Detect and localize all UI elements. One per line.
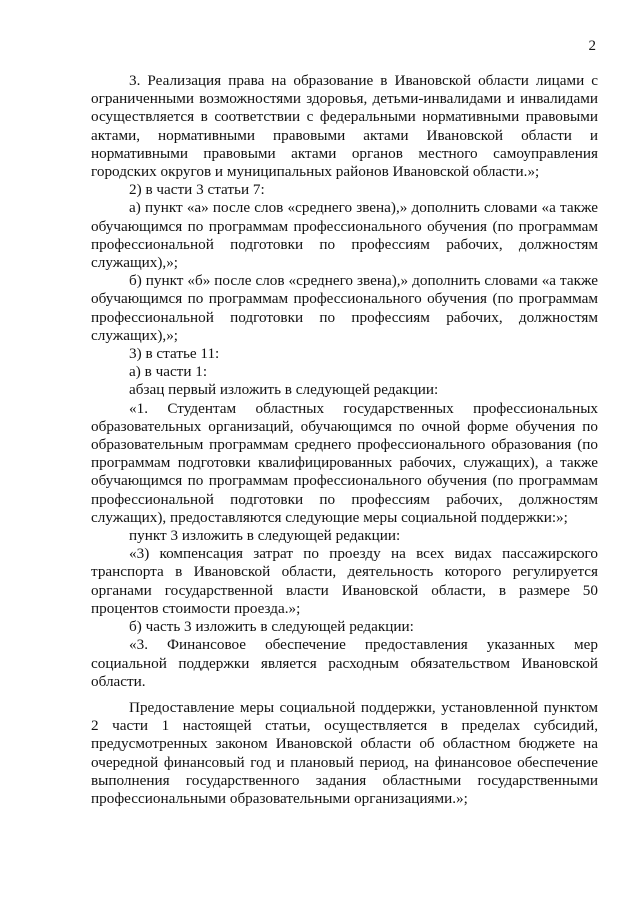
paragraph-amendment-3a: а) в части 1: xyxy=(129,363,208,381)
paragraph-amendment-3: 3) в статье 11: xyxy=(129,345,220,363)
paragraph-amendment-2b: б) пункт «б» после слов «среднего звена),» дополнить словами «а также обучающимся по программам профессионального обучения (по программам профессиональной подготовки по профессиям рабочих, должностям служащих),»; xyxy=(91,272,598,344)
paragraph-amendment-2a: а) пункт «а» после слов «среднего звена),» дополнить словами «а также обучающимся по программам профессионального обучения (по программам профессиональной подготовки по профессиям рабочих, должностям служащих),»; xyxy=(91,199,598,272)
document-body xyxy=(91,72,598,808)
paragraph-amendment-3b: б) часть 3 изложить в следующей редакции: xyxy=(129,618,414,636)
paragraph-new-part-3: «3. Финансовое обеспечение предоставления указанных мер социальной поддержки является расходным обязательством Ивановской области. xyxy=(91,636,598,690)
paragraph-first-abzac: абзац первый изложить в следующей редакции: xyxy=(129,381,439,399)
paragraph-amendment-2: 2) в части 3 статьи 7: xyxy=(129,181,265,199)
paragraph-new-part-1: «1. Студентам областных государственных профессиональных образовательных организаций, обучающимся по очной форме обучения по образовательным программам среднего профессионального образования (по программам подготовки квалифицированных рабочих, служащих), а также обучающимся по программам профессионального обучения (по программам профессиональной подготовки по профессиям рабочих, должностям служащих), предоставляются следующие меры социальной поддержки:»; xyxy=(91,399,598,526)
page-number: 2 xyxy=(588,38,596,54)
paragraph-subsidy-provision: Предоставление меры социальной поддержки, установленной пунктом 2 части 1 настоящей статьи, осуществляется в пределах субсидий, предусмотренных законом Ивановской области об областном бюджете на очередной финансовый год и плановый период, на финансовое обеспечение выполнения государственного задания областными государственными профессиональными образовательными организациями.»; xyxy=(91,698,598,807)
paragraph-point-3-instruction: пункт 3 изложить в следующей редакции: xyxy=(129,527,401,545)
paragraph-new-point-3: «3) компенсация затрат по проезду на всех видах пассажирского транспорта в Ивановской области, деятельность которого регулируется органами государственной власти Ивановской области, в размере 50 процентов стоимости проезда.»; xyxy=(91,545,598,617)
paragraph-item-3-rights: 3. Реализация права на образование в Ивановской области лицами с ограниченными возможностями здоровья, детьми-инвалидами и инвалидами осуществляется в соответствии с федеральными нормативными правовыми актами, нормативными правовыми актами Ивановской области и нормативными правовыми актами органов местного самоуправления городских округов и муниципальных районов Ивановской области.»; xyxy=(91,72,598,181)
